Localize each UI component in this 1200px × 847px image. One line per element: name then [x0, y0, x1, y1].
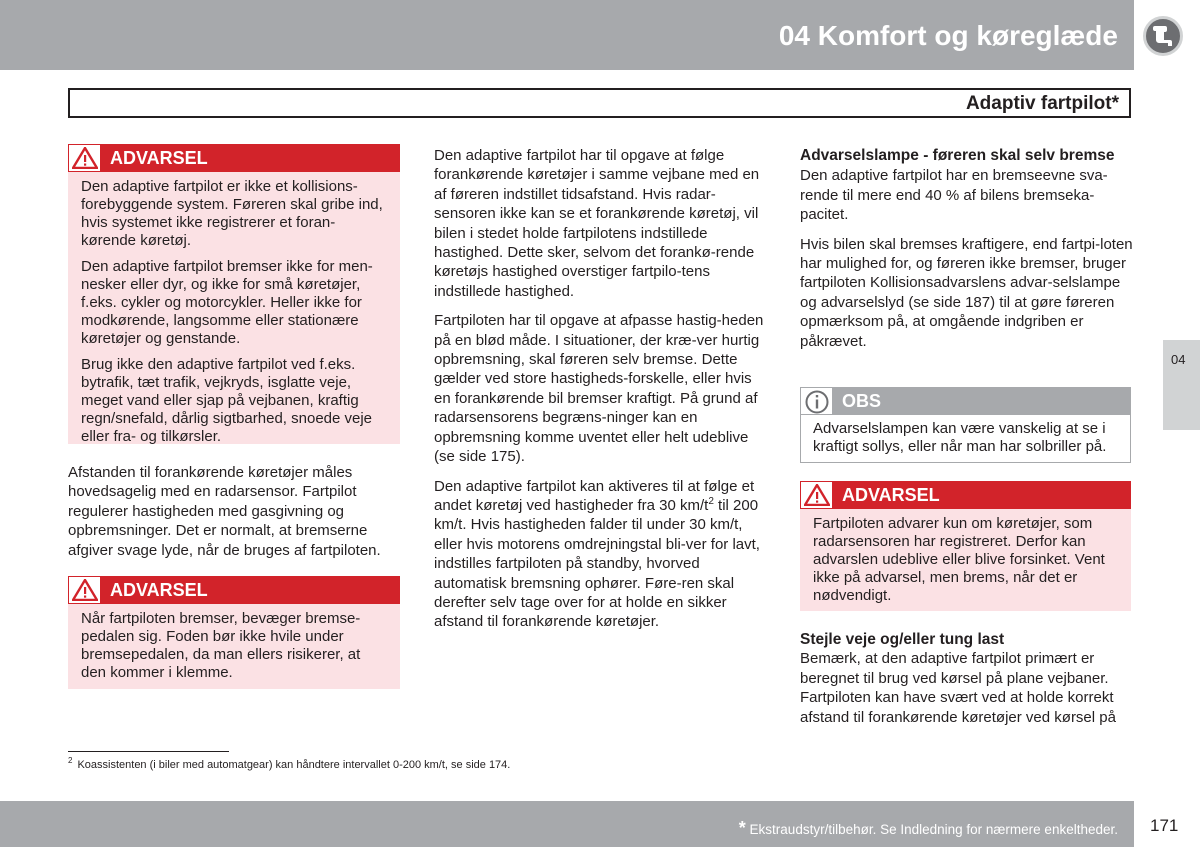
- footnote-rule: [68, 751, 229, 752]
- section-title-box: [68, 88, 1131, 118]
- warning-header: [800, 481, 1131, 509]
- chapter-header: [0, 0, 1134, 70]
- page-number-box: [1134, 801, 1200, 847]
- note-box: [800, 387, 1131, 464]
- body-paragraph: Den adaptive fartpilot har til opgave at følge forankørende køretøjer i samme vejbane med en af føreren indstillet tidsafstand. Hvis radar-sensoren ikke kan se et forankørende køretøj, vil bilen i stedet holde fartpilotens indstillede hastighed. Dette sker, selvom det forankø-rende køretøjs hastighed overstiger fartpilo-tens indstillede hastighed.: [434, 147, 760, 300]
- section-title: Adaptiv fartpilot*: [965, 93, 1119, 114]
- warning-title: ADVARSEL: [110, 148, 208, 168]
- subheading: Advarselslampe - føreren skal selv bremse: [800, 147, 1115, 164]
- body-paragraph: Afstanden til forankørende køretøjer måles hovedsagelig med en radarsensor. Fartpilot regulerer hastigheden med gasgivning og opbremsninger. Det er normalt, at bremserne afgiver svage lyde, når de bruges af fartpiloten.: [68, 464, 381, 559]
- note-body: Advarselslampen kan være vanskelig at se i kraftigt sollys, eller når man har solbriller på.: [800, 415, 1131, 463]
- note-header: [800, 387, 1131, 415]
- middle-column-text: [434, 146, 768, 642]
- warning-body: [68, 604, 400, 690]
- note-title: OBS: [842, 391, 882, 411]
- left-column-text: [68, 463, 402, 570]
- warning-triangle-icon: [800, 481, 833, 509]
- footer-note: [739, 818, 1118, 839]
- footer-star: *: [738, 818, 746, 838]
- footer-note-text: Ekstraudstyr/tilbehør. Se Indledning for nærmere enkeltheder.: [749, 822, 1118, 837]
- body-paragraph: Den adaptive fartpilot har en bremseevne sva-rende til mere end 40 % af bilens bremseka-pacitet.: [800, 167, 1108, 224]
- warning-paragraph: Når fartpiloten bremser, bevæger bremse-pedalen sig. Foden bør ikke hvile under bremsepedalen, da man ellers risikerer, at den kommer i klemme.: [81, 610, 361, 681]
- warning-triangle-icon: [68, 144, 101, 172]
- warning-box-1: [68, 144, 400, 444]
- footnote-text: Koassistenten (i biler med automatgear) kan håndtere intervallet 0-200 km/t, se side 174.: [77, 759, 511, 771]
- warning-triangle-icon: [68, 576, 101, 604]
- warning-paragraph: Den adaptive fartpilot er ikke et kollisions-forebyggende system. Føreren skal gribe ind, hvis systemet ikke registrerer et foran-kørende køretøj.: [81, 178, 383, 249]
- body-paragraph: Bemærk, at den adaptive fartpilot primært er beregnet til brug ved kørsel på plane vejbaner. Fartpiloten kan have svært ved at holde korrekt afstand til forankørende køretøjer ved kørsel på: [800, 650, 1116, 726]
- subheading: Stejle veje og/eller tung last: [800, 631, 1005, 648]
- info-icon: [800, 387, 833, 415]
- warning-paragraph: Den adaptive fartpilot bremser ikke for men-nesker eller dyr, og ikke for små køretøjer, f.eks. cykler og motorcykler. Heller ikke for modkørende, langsomme eller stationære køretøjer og genstande.: [81, 258, 373, 347]
- footnote-marker: 2: [68, 756, 73, 766]
- paragraph-text: Den adaptive fartpilot kan aktiveres til at følge et andet køretøj ved hastigheder fra 30 km/t: [434, 477, 755, 514]
- warning-title: ADVARSEL: [842, 485, 940, 505]
- warning-body: [800, 509, 1131, 613]
- warning-title: ADVARSEL: [110, 580, 208, 600]
- warning-paragraph: Fartpiloten advarer kun om køretøjer, som radarsensoren har registreret. Derfor kan advarslen udeblive eller blive forsinket. Vent ikke på advarsel, men brems, når det er nødvendigt.: [813, 515, 1105, 604]
- warning-box-2: [68, 576, 400, 689]
- footnote-ref: 2: [708, 495, 714, 507]
- paragraph-text: til 200 km/t. Hvis hastigheden falder til under 30 km/t, eller hvis motorens omdrejningstal bli-ver for lavt, indstilles fartpiloten på standby, hvorved automatisk bremsning ophører. Føre-ren skal derefter selv tage over for at holde en sikker afstand til forankørende køretøjer.: [434, 496, 760, 631]
- right-column-text-top: [800, 146, 1134, 361]
- chapter-side-tab: [1163, 340, 1200, 430]
- body-paragraph: [434, 477, 768, 632]
- footnote: [68, 756, 511, 771]
- warning-header: [68, 576, 400, 604]
- chapter-title: 04 Komfort og køreglæde: [778, 20, 1118, 51]
- chapter-tab-label: 04: [1171, 352, 1186, 367]
- page-number: 171: [1150, 816, 1179, 835]
- body-paragraph: Hvis bilen skal bremses kraftigere, end fartpi-loten har mulighed for, og føreren ikke bremser, bruger fartpiloten Kollisionsadvarslens advar-selslampe og advarselslyd (se side 187) til at gøre føreren opmærksom på, at omgående indgriben er påkrævet.: [800, 235, 1133, 350]
- right-column-text-bottom: [800, 630, 1134, 737]
- warning-paragraph: Brug ikke den adaptive fartpilot ved f.eks. bytrafik, tæt trafik, vejkryds, isglatte veje, meget vand eller sjap på vejbanen, kraftig regn/snefald, dårlig sigtbarhed, snoede veje eller fra- og tilkørsler.: [81, 356, 373, 445]
- body-paragraph: Fartpiloten har til opgave at afpasse hastig-heden på en blød måde. I situationer, der kræ-ver hurtig opbremsning, skal føreren selv bremse. Dette gælder ved store hastigheds-forskelle, eller hvis en forankørende bil bremser kraftigt. På grund af radarsensorens begræns-ninger kan en opbremsning komme uventet eller helt udeblive (se side 175).: [434, 312, 764, 466]
- page-footer: [0, 801, 1134, 847]
- warning-box-3: [800, 481, 1131, 611]
- warning-body: [68, 172, 400, 454]
- warning-header: [68, 144, 400, 172]
- car-seat-icon: [1143, 16, 1183, 56]
